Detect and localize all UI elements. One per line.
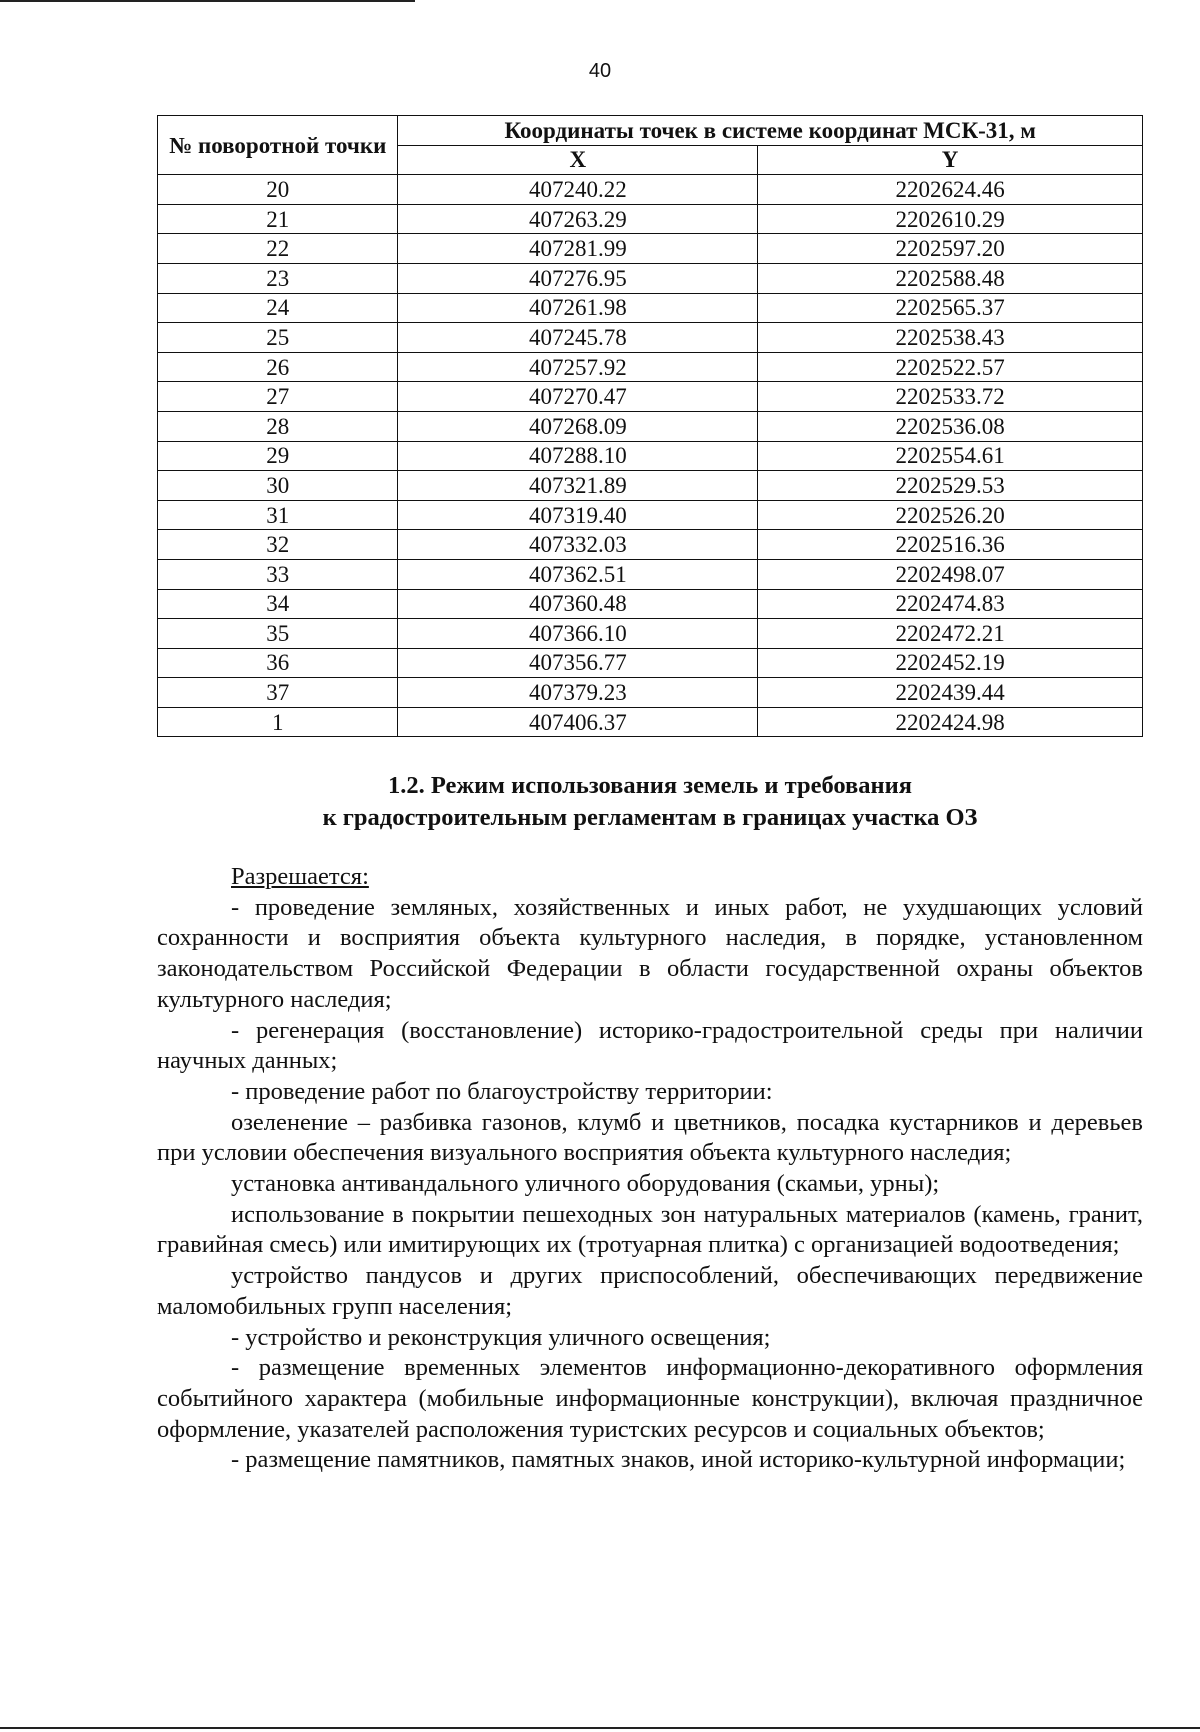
table-row bbox=[158, 559, 1143, 589]
table-row bbox=[158, 530, 1143, 560]
x-coordinate-cell: 407276.95 bbox=[398, 263, 758, 293]
y-coordinate-cell: 2202597.20 bbox=[758, 234, 1143, 264]
point-number-cell: 37 bbox=[158, 678, 398, 708]
x-coordinate-cell: 407281.99 bbox=[398, 234, 758, 264]
table-row bbox=[158, 263, 1143, 293]
x-coordinate-cell: 407321.89 bbox=[398, 471, 758, 501]
point-number-cell: 23 bbox=[158, 263, 398, 293]
point-number-cell: 25 bbox=[158, 323, 398, 353]
paragraph: - устройство и реконструкция уличного освещения; bbox=[231, 1323, 771, 1351]
point-number-cell: 35 bbox=[158, 619, 398, 649]
paragraph: - проведение земляных, хозяйственных и иных работ, не ухудшающих условий сохранности и восприятия объекта культурного наследия, в порядке, установленном законодательством Российской Федерации в области государственной охраны объектов культурного наследия; bbox=[157, 893, 1143, 1013]
point-number-cell: 28 bbox=[158, 411, 398, 441]
point-number-cell: 21 bbox=[158, 204, 398, 234]
x-coordinate-cell: 407245.78 bbox=[398, 323, 758, 353]
table-row bbox=[158, 648, 1143, 678]
point-number-cell: 32 bbox=[158, 530, 398, 560]
x-coordinate-cell: 407319.40 bbox=[398, 500, 758, 530]
x-coordinate-cell: 407360.48 bbox=[398, 589, 758, 619]
x-coordinate-cell: 407366.10 bbox=[398, 619, 758, 649]
header-point-number: № поворотной точки bbox=[158, 116, 398, 175]
y-coordinate-cell: 2202624.46 bbox=[758, 175, 1143, 205]
point-number-cell: 26 bbox=[158, 352, 398, 382]
paragraph: - регенерация (восстановление) историко-градостроительной среды при наличии научных данных; bbox=[157, 1016, 1143, 1075]
table-row bbox=[158, 323, 1143, 353]
body-text bbox=[157, 862, 1143, 1476]
coordinates-table bbox=[157, 115, 1143, 737]
table-row bbox=[158, 293, 1143, 323]
y-coordinate-cell: 2202424.98 bbox=[758, 707, 1143, 737]
header-x: X bbox=[398, 145, 758, 175]
table-row bbox=[158, 678, 1143, 708]
y-coordinate-cell: 2202439.44 bbox=[758, 678, 1143, 708]
header-y: Y bbox=[758, 145, 1143, 175]
point-number-cell: 31 bbox=[158, 500, 398, 530]
point-number-cell: 29 bbox=[158, 441, 398, 471]
table-row bbox=[158, 204, 1143, 234]
table-row bbox=[158, 589, 1143, 619]
paragraph: - размещение временных элементов информационно-декоративного оформления событийного характера (мобильные информационные конструкции), включая праздничное оформление, указателей расположения туристских ресурсов и социальных объектов; bbox=[157, 1354, 1143, 1443]
table-row bbox=[158, 500, 1143, 530]
y-coordinate-cell: 2202610.29 bbox=[758, 204, 1143, 234]
x-coordinate-cell: 407406.37 bbox=[398, 707, 758, 737]
point-number-cell: 34 bbox=[158, 589, 398, 619]
y-coordinate-cell: 2202526.20 bbox=[758, 500, 1143, 530]
scan-edge-line bbox=[0, 1727, 1200, 1729]
point-number-cell: 20 bbox=[158, 175, 398, 205]
y-coordinate-cell: 2202516.36 bbox=[758, 530, 1143, 560]
paragraph: озеленение – разбивка газонов, клумб и цветников, посадка кустарников и деревьев при условии обеспечения визуального восприятия объекта культурного наследия; bbox=[157, 1108, 1143, 1167]
x-coordinate-cell: 407270.47 bbox=[398, 382, 758, 412]
table-row bbox=[158, 382, 1143, 412]
section-title-line: 1.2. Режим использования земель и требования bbox=[388, 772, 912, 799]
x-coordinate-cell: 407263.29 bbox=[398, 204, 758, 234]
section-title bbox=[157, 770, 1143, 834]
paragraph: - размещение памятников, памятных знаков, иной историко-культурной информации; bbox=[231, 1446, 1126, 1474]
x-coordinate-cell: 407362.51 bbox=[398, 559, 758, 589]
x-coordinate-cell: 407379.23 bbox=[398, 678, 758, 708]
table-row bbox=[158, 411, 1143, 441]
y-coordinate-cell: 2202472.21 bbox=[758, 619, 1143, 649]
y-coordinate-cell: 2202588.48 bbox=[758, 263, 1143, 293]
table-row bbox=[158, 352, 1143, 382]
paragraph: установка антивандального уличного оборудования (скамьи, урны); bbox=[231, 1170, 940, 1198]
x-coordinate-cell: 407257.92 bbox=[398, 352, 758, 382]
table-row bbox=[158, 175, 1143, 205]
point-number-cell: 1 bbox=[158, 707, 398, 737]
y-coordinate-cell: 2202565.37 bbox=[758, 293, 1143, 323]
x-coordinate-cell: 407332.03 bbox=[398, 530, 758, 560]
y-coordinate-cell: 2202533.72 bbox=[758, 382, 1143, 412]
scan-edge-line bbox=[0, 0, 400, 2]
x-coordinate-cell: 407240.22 bbox=[398, 175, 758, 205]
x-coordinate-cell: 407356.77 bbox=[398, 648, 758, 678]
y-coordinate-cell: 2202522.57 bbox=[758, 352, 1143, 382]
header-coordinates: Координаты точек в системе координат МСК-31, м bbox=[398, 116, 1143, 146]
section-title-line: к градостроительным регламентам в границах участка ОЗ bbox=[322, 804, 978, 831]
y-coordinate-cell: 2202474.83 bbox=[758, 589, 1143, 619]
table-row bbox=[158, 619, 1143, 649]
y-coordinate-cell: 2202452.19 bbox=[758, 648, 1143, 678]
page-number: 40 bbox=[588, 60, 612, 82]
point-number-cell: 27 bbox=[158, 382, 398, 412]
paragraph: использование в покрытии пешеходных зон натуральных материалов (камень, гранит, гравийная смесь) или имитирующих их (тротуарная плитка) с организацией водоотведения; bbox=[157, 1200, 1143, 1259]
table-row bbox=[158, 707, 1143, 737]
table-row bbox=[158, 441, 1143, 471]
paragraph: - проведение работ по благоустройству территории: bbox=[231, 1077, 773, 1105]
y-coordinate-cell: 2202536.08 bbox=[758, 411, 1143, 441]
y-coordinate-cell: 2202498.07 bbox=[758, 559, 1143, 589]
point-number-cell: 36 bbox=[158, 648, 398, 678]
allowed-heading: Разрешается: bbox=[231, 863, 369, 890]
table-row bbox=[158, 234, 1143, 264]
point-number-cell: 22 bbox=[158, 234, 398, 264]
x-coordinate-cell: 407288.10 bbox=[398, 441, 758, 471]
y-coordinate-cell: 2202554.61 bbox=[758, 441, 1143, 471]
coordinates-table-body bbox=[158, 175, 1143, 737]
paragraph: устройство пандусов и других приспособлений, обеспечивающих передвижение маломобильных групп населения; bbox=[157, 1262, 1143, 1320]
y-coordinate-cell: 2202529.53 bbox=[758, 471, 1143, 501]
point-number-cell: 30 bbox=[158, 471, 398, 501]
scan-edge-line bbox=[360, 0, 415, 2]
y-coordinate-cell: 2202538.43 bbox=[758, 323, 1143, 353]
x-coordinate-cell: 407261.98 bbox=[398, 293, 758, 323]
table-row bbox=[158, 471, 1143, 501]
point-number-cell: 24 bbox=[158, 293, 398, 323]
point-number-cell: 33 bbox=[158, 559, 398, 589]
x-coordinate-cell: 407268.09 bbox=[398, 411, 758, 441]
